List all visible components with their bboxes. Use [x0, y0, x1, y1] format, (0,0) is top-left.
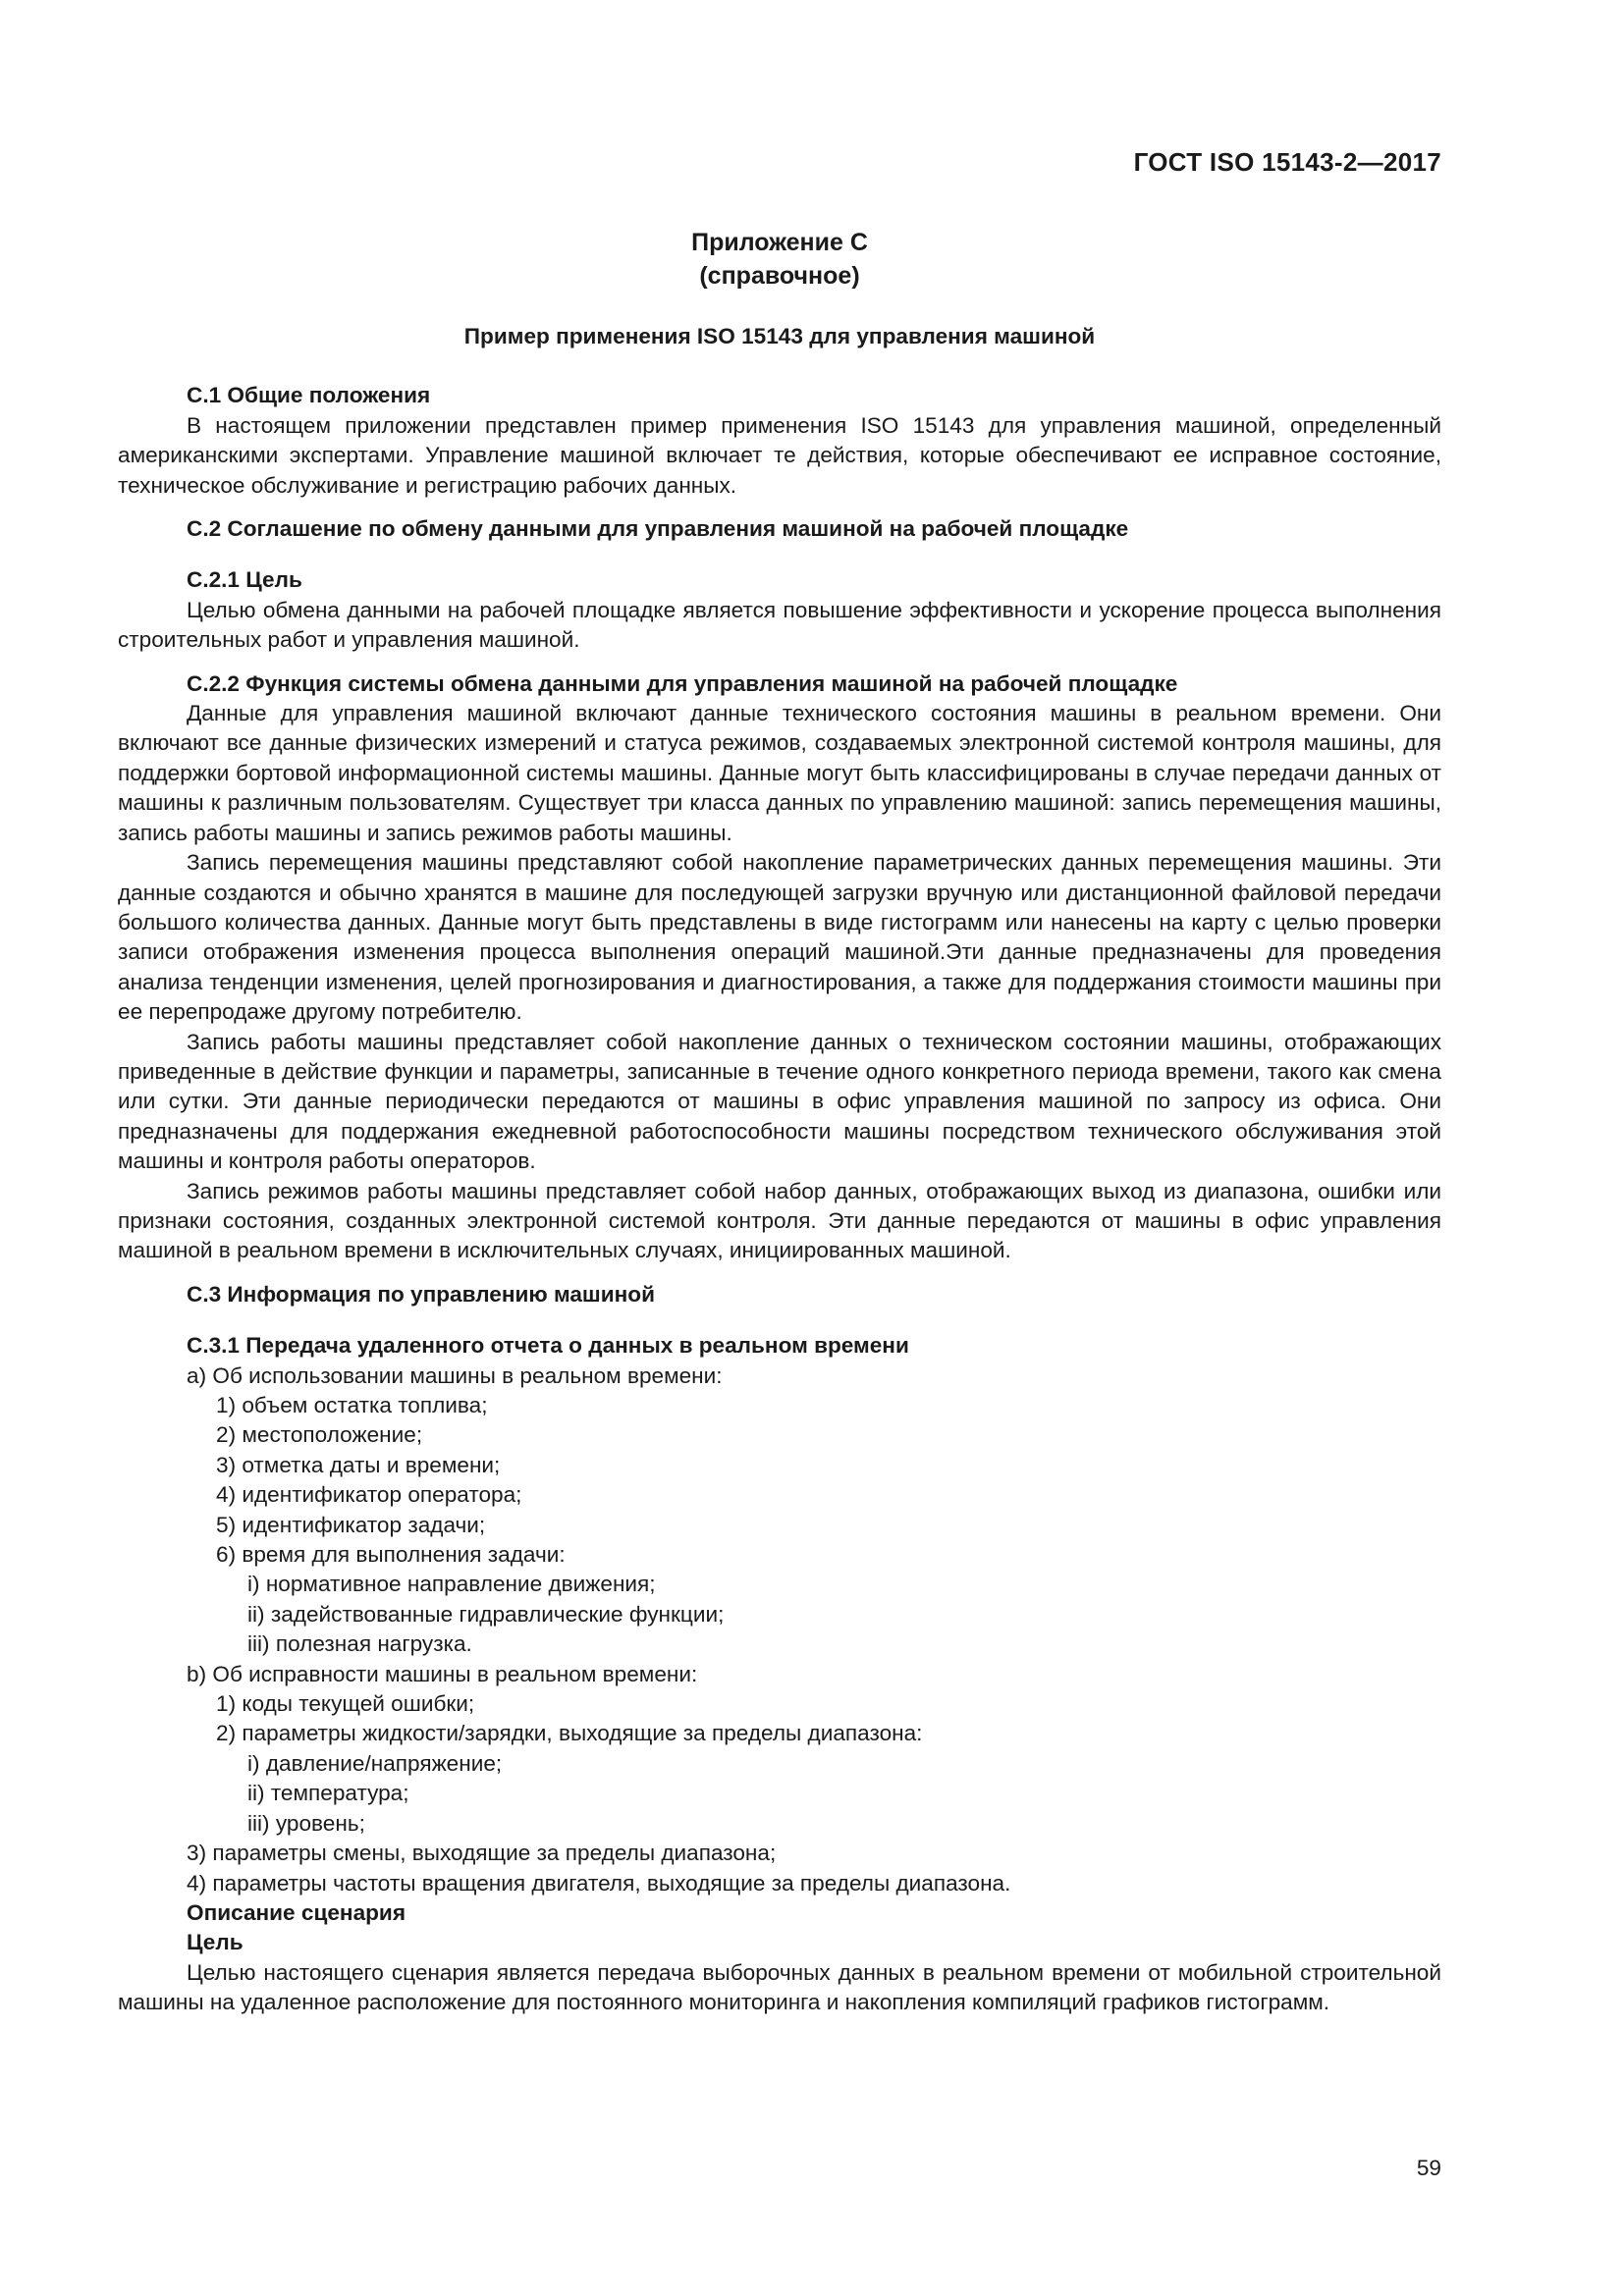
list-item: а) Об использовании машины в реальном времени: [187, 1362, 723, 1388]
list-item: ii) температура; [247, 1781, 409, 1806]
scenario-heading: Описание сценария [187, 1899, 406, 1925]
paragraph: Запись режимов работы машины представляет собой набор данных, отображающих выход из диапазона, ошибки или признаки состояния, созданных электронной системой контроля. Эти данные передаются от машины в офис управления машиной в реальном времени в исключительных случаях, инициированных машиной. [118, 1178, 1441, 1263]
paragraph: В настоящем приложении представлен пример применения ISO 15143 для управления машиной, определенный американскими экспертами. Управление машиной включает те действия, которые обеспечивают ее исправное состояние, техническое обслуживание и регистрацию рабочих данных. [118, 412, 1441, 498]
paragraph: Запись перемещения машины представляют собой накопление параметрических данных перемещения машины. Эти данные создаются и обычно хранятся в машине для последующей загрузки вручную или дистанционной файловой передачи большого количества данных. Данные могут быть представлены в виде гистограмм или нанесены на карту с целью проверки записи отображения изменения процесса выполнения операций машиной.Эти данные предназначены для проведения анализа тенденции изменения, целей прогнозирования и диагностирования, а также для поддержания стоимости машины при ее перепродаже другому потребителю. [118, 850, 1441, 1025]
list-item: iii) уровень; [247, 1810, 365, 1836]
goal-heading: Цель [187, 1930, 244, 1955]
paragraph: Целью обмена данными на рабочей площадке является повышение эффективности и ускорение процесса выполнения строительных работ и управления машиной. [118, 597, 1441, 653]
data-list [118, 1362, 1441, 1898]
appendix-title: Приложение С [691, 229, 868, 256]
list-item: iii) полезная нагрузка. [247, 1631, 472, 1657]
list-item: 2) параметры жидкости/зарядки, выходящие за пределы диапазона: [216, 1721, 923, 1746]
list-item: 4) идентификатор оператора; [216, 1482, 522, 1508]
document-code: ГОСТ ISO 15143-2—2017 [1133, 147, 1441, 177]
list-item: 4) параметры частоты вращения двигателя, выходящие за пределы диапазона. [187, 1870, 1011, 1896]
section-heading-c2: С.2 Соглашение по обмену данными для управления машиной на рабочей площадке [187, 516, 1129, 542]
page-number: 59 [1416, 2156, 1441, 2180]
section-heading-c1: С.1 Общие положения [187, 383, 431, 408]
list-item: 6) время для выполнения задачи: [216, 1542, 566, 1568]
appendix-subtitle: (справочное) [699, 262, 860, 290]
subsection-heading-c31: С.3.1 Передача удаленного отчета о данных в реальном времени [187, 1333, 909, 1359]
appendix-caption: Пример применения ISO 15143 для управления машиной [463, 324, 1096, 348]
list-item: ii) задействованные гидравлические функции; [247, 1601, 725, 1627]
paragraph: Целью настоящего сценария является передача выборочных данных в реальном времени от мобильной строительной машины на удаленное расположение для постоянного мониторинга и накопления компиляций графиков гистограмм. [118, 1959, 1441, 2015]
paragraph: Запись работы машины представляет собой накопление данных о техническом состоянии машины, отображающих приведенные в действие функции и параметры, записанные в течение одного конкретного периода времени, такого как смена или сутки. Эти данные периодически передаются от машины в офис управления машиной по запросу из офиса. Они предназначены для поддержания ежедневной работоспособности машины посредством технического обслуживания этой машины и контроля работы операторов. [118, 1029, 1441, 1174]
paragraph: Данные для управления машиной включают данные технического состояния машины в реальном времени. Они включают все данные физических измерений и статуса режимов, создаваемых электронной системой контроля машины, для поддержки бортовой информационной системы машины. Данные могут быть классифицированы в случае передачи данных от машины к различным пользователям. Существует три класса данных по управлению машиной: запись перемещения машины, запись работы машины и запись режимов работы машины. [118, 701, 1441, 845]
section-heading-c3: С.3 Информация по управлению машиной [187, 1281, 655, 1307]
list-item: i) давление/напряжение; [247, 1750, 503, 1776]
subsection-heading-c22: С.2.2 Функция системы обмена данными для управления машиной на рабочей площадке [187, 670, 1178, 696]
list-item: 1) коды текущей ошибки; [216, 1691, 475, 1717]
list-item: 3) отметка даты и времени; [216, 1452, 501, 1477]
page-content [118, 137, 1441, 2018]
list-item: i) нормативное направление движения; [247, 1572, 656, 1597]
list-item: 1) объем остатка топлива; [216, 1393, 488, 1417]
list-item: 2) местоположение; [216, 1422, 423, 1448]
list-item: 5) идентификатор задачи; [216, 1512, 486, 1537]
subsection-heading-c21: С.2.1 Цель [187, 567, 302, 593]
list-item: b) Об исправности машины в реальном времени: [187, 1661, 698, 1686]
list-item: 3) параметры смены, выходящие за пределы диапазона; [187, 1841, 777, 1866]
